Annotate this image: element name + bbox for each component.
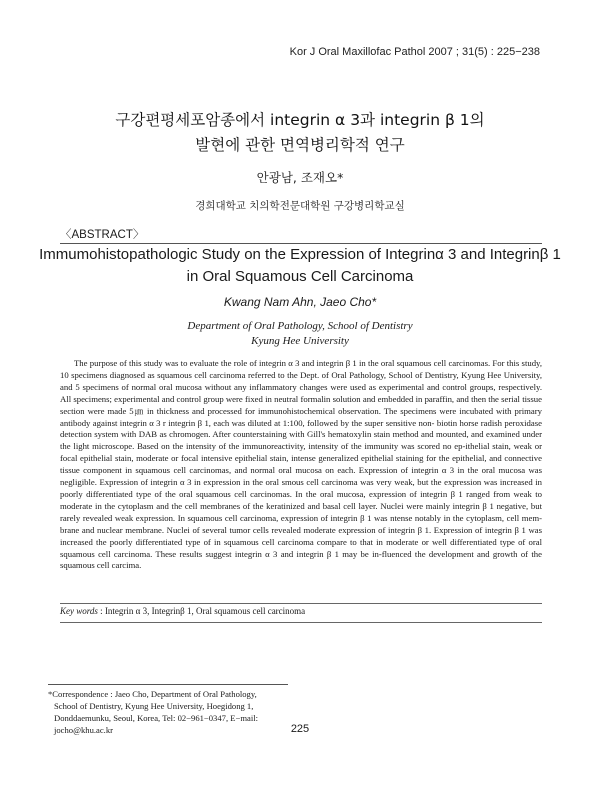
keywords-divider-top — [60, 603, 542, 604]
footnote-line: Donddaemunku, Seoul, Korea, Tel: 02−961−0347, E−mail: — [54, 713, 259, 724]
keywords-text: Integrin α 3, Integrinβ 1, Oral squamous cell carcinoma — [104, 606, 306, 616]
keywords-separator: : — [97, 606, 105, 616]
english-authors: Kwang Nam Ahn, Jaeo Cho* — [223, 295, 377, 309]
english-title-line-1: Immumohistopathologic Study on the Expression of Integrinα 3 and Integrinβ 1 — [39, 246, 561, 263]
footnote-line: School of Dentistry, Kyung Hee University, Hoegidong 1, — [54, 701, 254, 712]
korean-title-line-2: 발현에 관한 면역병리학적 연구 — [195, 136, 405, 154]
english-department: Department of Oral Pathology, School of Dentistry — [187, 320, 413, 332]
english-title-line-2: in Oral Squamous Cell Carcinoma — [186, 268, 414, 285]
keywords — [60, 606, 530, 616]
english-university: Kyung Hee University — [251, 335, 349, 347]
footnote-divider — [48, 684, 288, 685]
page-number: 225 — [290, 723, 310, 735]
korean-affiliation: 경희대학교 치의학전문대학원 구강병리학교실 — [195, 200, 405, 212]
footnote-email: jocho@khu.ac.kr — [54, 725, 113, 736]
footnote-line: *Correspondence : Jaeo Cho, Department of Oral Pathology, — [48, 689, 257, 699]
abstract-body: The purpose of this study was to evaluate the role of integrin α 3 and integrin β 1 in the oral squamous cell carcinomas. For this study, 10 specimens diagnosed as squamous cell carcinoma referred to the Dept. of Oral Pathology, School of Dentistry, Kyung Hee University, and 5 specimens of normal oral mucosa without any inflammatory changes were used as experimental and control groups, respectively. All specimens; experimental and control group were fixed in neutral formalin solution and embedded in paraffin, and then the serial tissue section were made 5㎛ in thickness and processed for immunohistochemical observation. The specimens were incubated with primary antibody against integrin α 3 r integrin β 1, each was diluted at 1:100, followed by the super sensitive non- biotin horse radish peroxidase detection system with DAB as chromogen. After counterstaining with Gill's hematoxylin stain method and mounted, and examined under the light microscope. Based on the intensity of the immunoreactivity, intensity of the immunity was scored no ep-ithelial stain, weak or focal epithelial stain, moderate or focal intensive epithelial stain, intense generalized epithelial staining for the epithelial, and connective tissue component in squamous cell carcinomas, and normal oral mucosa on each. Expression of integrin α 3 in the oral mucosa was negligible. Expression of integrin α 3 in expression in the oral smous cell carcinoma was very weak, but the expression was increased in poorly differentiated type of the oral squamous cell carcinomas. In the oral mucosa, expression of integrin β 1 ranged from weak to moderate in the cytoplasm and the cell membranes of the keratinized and basal cell layer. Nuclei were mainly integrin β 1 negative, but rarely revealed weak expression. In squamous cell carcinoma, expression of integrin β 1 was ntense notably in the cytoplasm, cell mem-brane and nuclear membrane. Nuclei of several tumor cells revealed moderate expression of integrin β 1. Expression of integrin β 1 was increased the poorly differentiated type of in squamous cell carcinoma compare to that in moderate or well differentiated type of oral squamous cell carcinoma. These results suggest integrin α 3 and integrin β 1 may be in-fluenced the development and growth of the squamous cell carcima. — [60, 358, 542, 571]
korean-title-line-1: 구강편평세포암종에서 integrin α 3과 integrin β 1의 — [115, 111, 485, 129]
abstract-label: 〈ABSTRACT〉 — [60, 229, 145, 241]
keywords-divider-bottom — [60, 622, 542, 623]
korean-authors: 안광남, 조재오* — [256, 170, 344, 185]
keywords-label: Key words — [60, 606, 98, 616]
journal-reference: Kor J Oral Maxillofac Pathol 2007 ; 31(5) : 225−238 — [289, 46, 540, 58]
abstract-divider — [60, 243, 542, 244]
